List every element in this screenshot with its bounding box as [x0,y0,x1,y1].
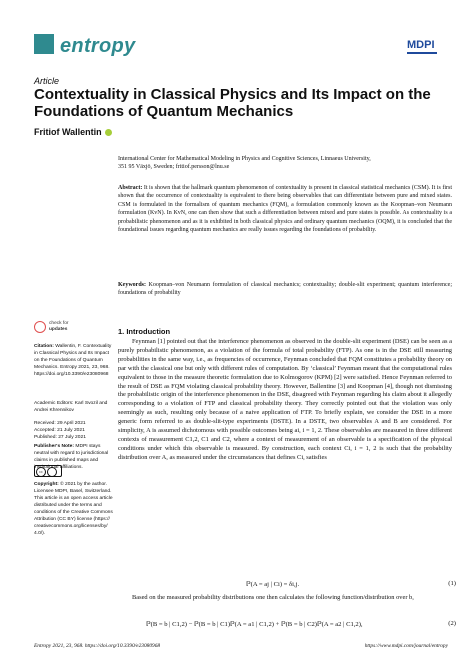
article-type: Article [34,76,60,86]
check-for-updates-badge[interactable] [34,321,92,335]
by-icon [47,467,57,477]
affiliation-line-2: 351 95 Växjö, Sweden; fritiof.persson@lnu.se [118,164,230,170]
orcid-icon[interactable] [105,129,112,136]
published-date: Published: 27 July 2021 [34,435,86,440]
citation-block [34,343,114,378]
check-updates-line-1: check for [49,321,69,326]
affiliation-line-1: International Center for Mathematical Modeling in Physics and Cognitive Sciences, Linnaeus University, [118,156,371,162]
footer-journal-url[interactable]: https://www.mdpi.com/journal/entropy [364,643,448,649]
author-name: Fritiof Wallentin [34,127,102,137]
keywords-text: Koopman–von Neumann formulation of classical mechanics; contextuality; double-slit experiment; quantum interference; foundations of probability [118,282,453,297]
cc-icon: cc [36,467,46,477]
check-updates-text [49,321,68,333]
equation-1-number: (1) [448,580,456,587]
affiliation [118,155,448,171]
page-footer [34,643,448,649]
section-heading: 1. Introduction [118,327,171,336]
footer-citation[interactable]: Entropy 2021, 23, 968. https://doi.org/10.3390/e23080968 [34,643,161,649]
equation-2 [146,620,456,628]
journal-name: entropy [60,35,136,57]
keywords-label: Keywords: [118,282,146,288]
abstract-text: It is shown that the hallmark quantum phenomenon of contextuality is present in classical statistical mechanics (CSM). It is first shown that the occurrence of contextuality is equivalent to there being observables that can differentiate between pure and mixed states. CSM is formulated in the formalism of quantum mechanics (FQM), a formulation commonly known as the Koopman–von Neumann formulation (KvN). In KvN, one can then show that such a differentiation between mixed and pure states is possible. As contextuality is a probabilistic phenomenon and as it is exhibited in both classical physics and ordinary quantum mechanics (OQM), it is concluded that the foundational issues regarding quantum mechanics are really issues regarding the foundations of probability. [118,185,452,234]
publisher-name: MDPI [407,39,435,51]
abstract [118,184,452,234]
equation-1 [146,580,456,588]
dates-block [34,420,114,441]
check-updates-icon [34,321,46,333]
copyright-label: Copyright: [34,482,59,487]
citation-text: Wallentin, F. Contextuality in Classical Physics and Its Impact on the Foundations of Quantum Mechanics. Entropy 2021, 23, 968. https://doi.org/10.3390/e23080968 [34,344,112,377]
academic-editors: Academic Editors: Karl Svozil and Andrei Khrennikov [34,401,108,413]
copyright-block [34,481,114,537]
equation-2-number: (2) [448,620,456,627]
mdpi-logo [407,35,441,55]
article-title: Contextuality in Classical Physics and Its Impact on the Foundations of Quantum Mechanics [34,86,431,120]
abstract-label: Abstract: [118,185,143,191]
equation-1-text: ℙ(A = aj | Ci) = δi,j. [246,581,300,588]
publisher-note-text: MDPI stays neutral with regard to jurisdictional claims in published maps and institutional affiliations. [34,444,109,470]
accepted-date: Accepted: 21 July 2021 [34,428,85,433]
received-date: Received: 29 April 2021 [34,421,86,426]
publisher-note-label: Publisher's Note: [34,444,75,449]
check-updates-line-2: updates [49,327,68,332]
intro-paragraph-1: Feynman [1] pointed out that the interference phenomenon as observed in the double-slit experiment (DSE) can be seen as a purely probabilistic phenomenon, as a violation of the formula of total probability (FTP). As one is in the DSE still measuring probabilities in the same way, i.e., as frequencies of occurrence, Feynman concluded that FQM constitutes a probability theory on par with the classical one but only with different rules of computation. By ‘classical’ Feynman meant that the computational rules equivalent to those in the measure theoretic formulation due to Kolmogorov (KPM) [2] were satisfied. Hence Feynman referred to the result of DSE as FQM violating classical probability theory. However, Ballentine [3] and Koopman [4], though not dismissing the probabilistic origin of the interference phenomenon in the DSE, disagreed with Feynman regarding his claim about it allegedly corresponding to a violation of FTP and classical probability theory. They correctly pointed out that the violation was only seemingly as such, resulting only because of a naive application of FTP. To briefly explain, we consider the DSE in a more generic form referred to as double-slit-type experiments (DSTE). In a DSTE, two observables A and B are considered. For simplicity, A is assumed dichotomous with possible outcomes being ai, i = 1, 2. These observables are measured in three different contexts of measurement C1,2, C1 and C2, where a context of measurement of an observable is a specification of the physical conditions under which this observable is measured. By construction, each context Ci, i = 1, 2 is such that the probability distribution over A, as measured under the circumstances that defines Ci, satisfies [118,338,452,461]
keywords [118,281,452,297]
copyright-text: © 2021 by the author. Licensee MDPI, Basel, Switzerland. This article is an open access article distributed under the terms and conditions of the Creative Commons Attribution (CC BY) license (https:// creativecommons.org/licenses/by/ 4.0/). [34,482,113,536]
journal-logo-icon [34,34,54,54]
author-line [34,127,112,137]
citation-label: Citation: [34,344,54,349]
intro-paragraph-2: Based on the measured probability distributions one then calculates the following function/distribution over b, [132,594,414,601]
publisher-underline [407,52,437,54]
equation-2-text: ℙ(B = b | C1,2) − ℙ(B = b | C1)ℙ(A = a1 | C1,2) + ℙ(B = b | C2)ℙ(A = a2 | C1,2), [146,621,363,628]
cc-by-icon[interactable] [34,465,62,477]
